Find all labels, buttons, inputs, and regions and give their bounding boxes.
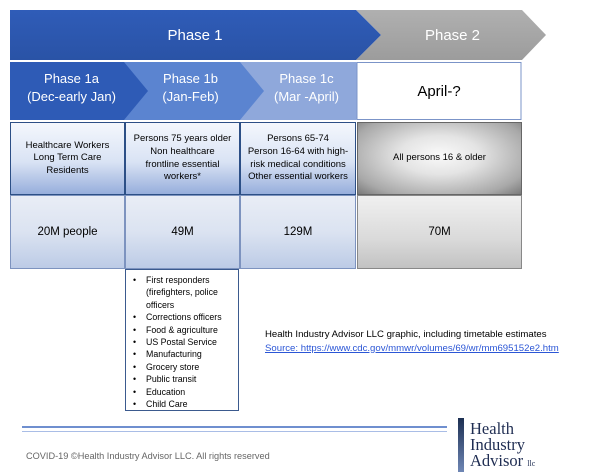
list-item: • Grocery store [132,361,234,373]
phase1c-dates: (Mar -April) [274,88,339,104]
phase2-date: April-? [417,83,461,100]
phase1a-group-line: Long Term Care [33,152,102,164]
phase1a-count: 20M people [37,226,98,238]
phase1a-group-line: Residents [46,164,89,176]
phase1c-group-line: Persons 65-74 [267,133,329,145]
phase1b-dates: (Jan-Feb) [162,88,219,104]
list-item: • First responders (firefighters, police officers [132,274,234,311]
logo-text: Health Industry Advisor llc [470,419,536,470]
phase1b-group-line: frontline essential [145,158,220,170]
list-item: • Food & agriculture [132,324,234,336]
essential-workers-list [125,269,239,411]
phase1a-label [14,70,129,105]
phase1b-group-line: Non healthcare [150,145,215,157]
list-item: • Child Care [132,398,234,410]
source-link[interactable]: Source: https://www.cdc.gov/mmwr/volumes/69/wr/mm695152e2.htm [265,342,559,354]
list-item: • Manufacturing [132,348,234,360]
phase2-group-line: All persons 16 & older [393,152,486,164]
list-item: • US Postal Service [132,336,234,348]
copyright-text: COVID-19 ©Health Industry Advisor LLC. All rights reserved [26,451,270,461]
phase1c-group-box [240,122,356,195]
list-item: • Public transit [132,373,234,385]
logo-bar [458,418,464,472]
phase1b-count: 49M [171,226,194,238]
phase2-label: Phase 2 [424,27,481,44]
phase1a-name: Phase 1a [44,71,99,86]
list-item: • Education [132,386,234,398]
footer-divider [22,426,447,428]
credit-block [265,328,559,355]
phase1b-label [133,70,248,105]
phase2-count-box [357,195,522,269]
phase1a-dates: (Dec-early Jan) [27,88,116,104]
phase1c-group-line: risk medical conditions [250,158,346,170]
phase1c-name: Phase 1c [279,71,334,86]
phase2-count: 70M [428,226,451,238]
phase1b-group-line: Persons 75 years older [133,133,232,145]
company-logo [458,418,558,472]
footer-divider-thin [22,431,447,432]
phase1-label: Phase 1 [167,27,223,44]
phase1a-group-box [10,122,125,195]
phase1b-group-box [125,122,240,195]
phase1c-count: 129M [283,226,313,238]
credit-text: Health Industry Advisor LLC graphic, including timetable estimates [265,329,547,340]
phase1b-name: Phase 1b [163,71,218,86]
phase1b-count-box [125,195,240,269]
phase1a-group-line: Healthcare Workers [25,139,110,151]
list-item: • Corrections officers [132,311,234,323]
phase1b-group-line: workers* [164,171,201,183]
phase1c-group-line: Other essential workers [248,171,348,183]
phase1c-group-line: Person 16-64 with high- [247,145,349,157]
phase1c-label [249,70,364,105]
phase1a-count-box [10,195,125,269]
phase2-group-box [357,122,522,195]
phase1c-count-box [240,195,356,269]
